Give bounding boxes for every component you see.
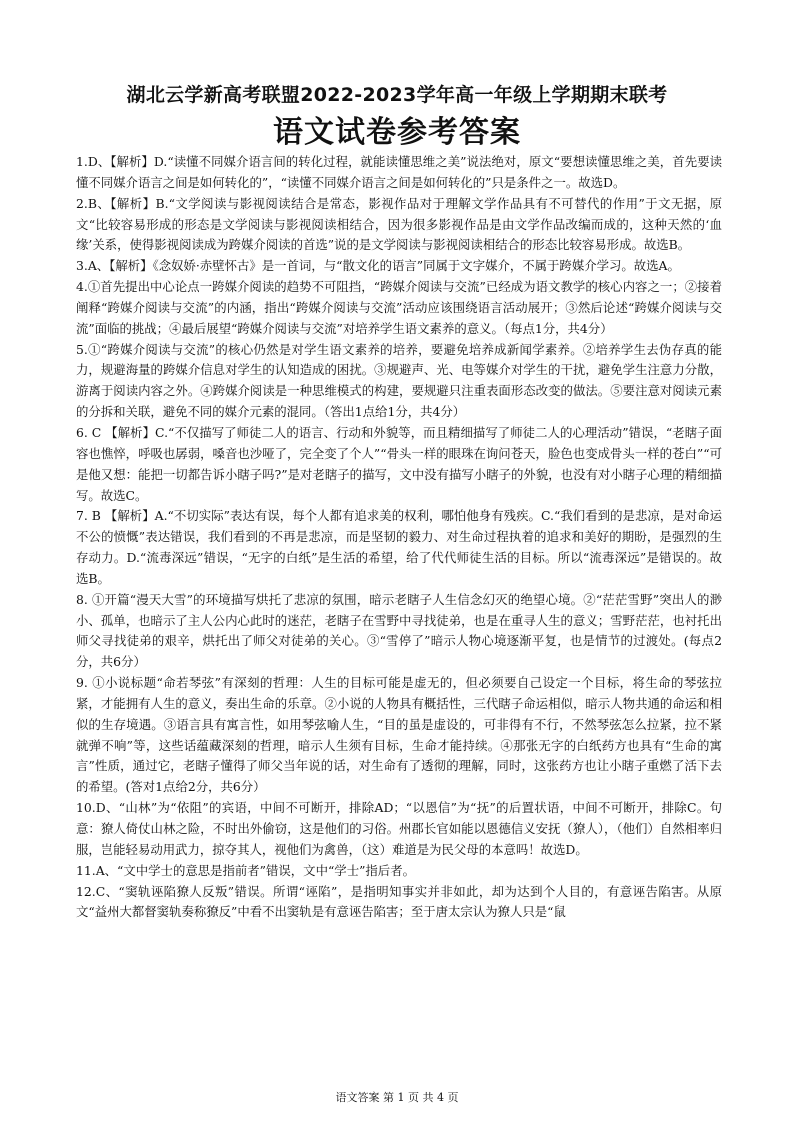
- answer-item-5: 5.①“跨媒介阅读与交流”的核心仍然是对学生语文素养的培养，要避免培养成新闻学素养。②培养学生去伪存真的能力，规避海量的跨媒介信息对学生的认知造成的困扰。③规避声、光、电等媒介对学生的干扰，避免学生注意力分散，游离于阅读内容之外。④跨媒介阅读是一种思维模式的构建，要规避只注重表面形态改变的做法。⑤要注意对阅读元素的分拆和关联，避免不同的媒介元素的混同。（答出1点给1分，共4分）: [76, 341, 722, 420]
- answer-item-8: 8. ①开篇“漫天大雪”的环境描写烘托了悲凉的氛围，暗示老瞎子人生信念幻灭的绝望心境。②“茫茫雪野”突出人的渺小、孤单，也暗示了主人公内心此时的迷茫，老瞎子在雪野中寻找徒弟，也是在重寻人生的意义；雪野茫茫，也衬托出师父寻找徒弟的艰辛，烘托出了师父对徒弟的关心。③“雪停了”暗示人物心境逐渐平复，也是情节的过渡处。(每点2分，共6分）: [76, 591, 722, 670]
- answer-item-11: 11.A、“文中学士的意思是指前者”错误，文中“学士”指后者。: [76, 862, 415, 878]
- exam-title: 湖北云学新高考联盟2022-2023学年高一年级上学期期末联考: [126, 84, 668, 106]
- answer-item-4: 4.①首先提出中心论点一跨媒介阅读的趋势不可阻挡，“跨媒介阅读与交流”已经成为语文教学的核心内容之一；②接着阐释“跨媒介阅读与交流”的内涵，指出“跨媒介阅读与交流”活动应该围绕语言活动展开；③然后论述“跨媒介阅读与交流”面临的挑战；④最后展望“跨媒介阅读与交流”对培养学生语文素养的意义。（每点1分，共4分）: [76, 279, 722, 336]
- page-footer: 语文答案 第 1 页 共 4 页: [335, 1091, 459, 1104]
- answer-item-12: 12.C、“窦轨诬陷獠人反叛”错误。所谓“诬陷”，是指明知事实并非如此，却为达到个人目的，有意诬告陷害。从原文“益州大都督窦轨奏称獠反”中看不出窦轨是有意诬告陷害；至于唐太宗认为獠人只是“鼠: [76, 883, 722, 920]
- answer-item-9: 9. ①小说标题“命若琴弦”有深刻的哲理：人生的目标可能是虚无的，但必须要自己设定一个目标，将生命的琴弦拉紧，才能拥有人生的意义，奏出生命的乐章。②小说的人物具有概括性，三代瞎子命运相似，暗示人物共通的命运和相似的生存境遇。③语言具有寓言性，如用琴弦喻人生，“目的虽是虚设的，可非得有不行，不然琴弦怎么拉紧，拉不紧就弹不响”等，这些话蕴藏深刻的哲理，暗示人生须有目标，生命才能持续。④那张无字的白纸药方也具有“生命的寓言”性质，通过它，老瞎子懂得了师父当年说的话，对生命有了透彻的理解，同时，这张药方也让小瞎子重燃了活下去的希望。(答对1点给2分，共6分）: [76, 675, 722, 795]
- answer-item-2: 2.B、【解析】B.“文学阅读与影视阅读结合是常态，影视作品对于理解文学作品具有不可替代的作用”于文无据，原文“比较容易形成的形态是文学阅读与影视阅读相结合，因为很多影视作品是由文学作品改编而成的，这种天然的‘血缘’关系，使得影视阅读成为跨媒介阅读的首选”说的是文学阅读与影视阅读相结合的形态比较容易形成。故选B。: [76, 195, 722, 253]
- document-title: 语文试卷参考答案: [273, 115, 521, 150]
- answer-item-7: 7. B 【解析】A.“不切实际”表达有误，每个人都有追求美的权利，哪怕他身有残疾。C.“我们看到的是悲凉，是对命运不公的愤慨”表达错误，我们看到的不再是悲凉，而是坚韧的毅力、对生命过程执着的追求和美好的期盼，是强烈的生存动力。D.“流毒深远”错误，“无字的白纸”是生活的希望，给了代代师徒生活的目标。所以“流毒深远”是错误的。故选B。: [76, 508, 722, 586]
- answer-item-3: 3.A、【解析】《念奴娇·赤壁怀古》是一首词，与“散文化的语言”同属于文字媒介，不属于跨媒介学习。故选A。: [76, 258, 680, 274]
- answer-item-6: 6. C 【解析】C.“不仅描写了师徒二人的语言、行动和外貌等，而且精细描写了师徒二人的心理活动”错误，“老瞎子面容也憔悴，呼吸也孱弱，嗓音也沙哑了，完全变了个人”“骨头一样的眼珠在询问苍天，脸色也变成骨头一样的苍白”“可是他又想：能把一切都告诉小瞎子吗?”是对老瞎子的描写，文中没有描写小瞎子的外貌，也没有对小瞎子心理的精细描写。故选C。: [76, 424, 722, 503]
- answer-item-1: 1.D、【解析】D.“读懂不同媒介语言间的转化过程，就能读懂思维之美”说法绝对，原文“要想读懂思维之美，首先要读懂不同媒介语言之间是如何转化的”，“读懂不同媒介语言之间是如何转化的”只是条件之一。故选D。: [76, 154, 722, 190]
- answer-item-10: 10.D、“山林”为“依阻”的宾语，中间不可断开，排除AD；“以恩信”为“抚”的后置状语，中间不可断开，排除C。句意：獠人倚仗山林之险，不时出外偷窃，这是他们的习俗。州郡长官如能以恩德信义安抚（獠人），（他们）自然相率归服，岂能轻易动用武力，掠夺其人，视他们为禽兽，（这）难道是为民父母的本意吗！故选D。: [76, 800, 722, 857]
- answer-list: [76, 152, 722, 923]
